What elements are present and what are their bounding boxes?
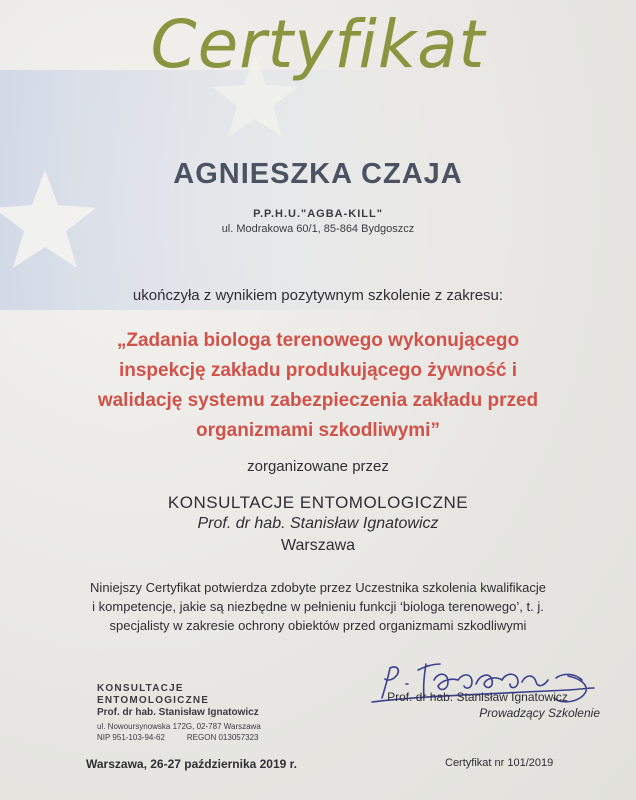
organizer-name: KONSULTACJE ENTOMOLOGICZNE (167, 493, 469, 512)
organizer-city: Warszawa (280, 537, 356, 554)
recipient-name: AGNIESZKA CZAJA (173, 158, 463, 190)
statement-line: Niniejszy Certyfikat potwierdza zdobyte przez Uczestnika szkolenia kwalifikacje (90, 580, 546, 595)
stamp-nip: NIP 951-103-94-62 (97, 733, 165, 742)
recipient-address: ul. Modrakowa 60/1, 85-864 Bydgoszcz (221, 223, 415, 235)
stamp-regon: REGON 013057323 (186, 733, 259, 742)
signatory-role: Prowadzący Szkolenie (479, 706, 600, 720)
stamp-ids (97, 732, 297, 743)
certificate-statement (60, 578, 576, 635)
issue-date-place: Warszawa, 26-27 października 2019 r. (86, 757, 298, 771)
stamp-line: KONSULTACJE ENTOMOLOGICZNE (97, 683, 210, 706)
course-title-line: inspekcję zakładu produkującego żywność i (118, 360, 518, 381)
organizer-stamp (97, 683, 297, 743)
stamp-line: Prof. dr hab. Stanisław Ignatowicz (97, 707, 259, 718)
course-title (70, 326, 566, 446)
signatory-name: Prof. dr hab. Stanisław Ignatowicz (387, 690, 568, 704)
course-title-line: „Zadania biologa terenowego wykonującego (116, 330, 520, 351)
statement-line: i kompetencje, jakie są niezbędne w pełnieniu funkcji ‘biologa terenowego’, t. j. (92, 599, 544, 614)
certificate-title: Certyfikat (150, 6, 486, 83)
organizer-person: Prof. dr hab. Stanisław Ignatowicz (197, 515, 439, 532)
organized-by-text: zorganizowane przez (247, 458, 389, 475)
course-title-line: organizmami szkodliwymi” (196, 420, 440, 441)
certificate-number: Certyfikat nr 101/2019 (445, 757, 554, 769)
stamp-line: ul. Nowoursynowska 172G, 02-787 Warszawa (97, 722, 261, 731)
recipient-company: P.P.H.U."AGBA-KILL" (253, 208, 383, 220)
completion-text: ukończyła z wynikiem pozytywnym szkolenie z zakresu: (132, 287, 504, 304)
course-title-line: walidację systemu zabezpieczenia zakładu przed (97, 390, 539, 411)
statement-line: specjalisty w zakresie ochrony obiektów przed organizmami szkodliwymi (109, 618, 527, 633)
